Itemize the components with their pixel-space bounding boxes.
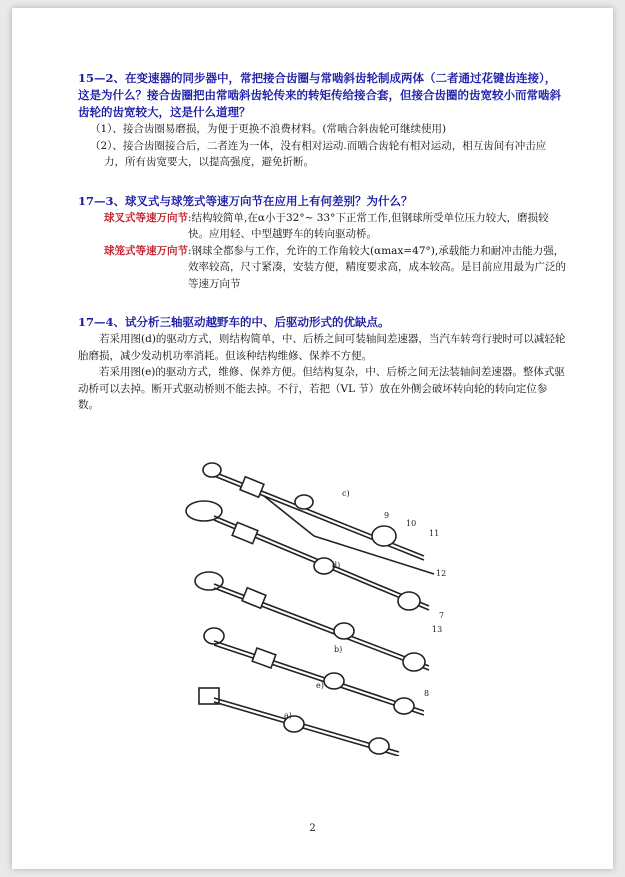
label-13: 13	[432, 625, 443, 634]
axle-assembly-e	[204, 628, 424, 715]
ball-fork-joint-label: 球叉式等速万向节	[104, 211, 188, 224]
question-17-4: 17—4、试分析三轴驱动越野车的中、后驱动形式的优缺点。	[78, 315, 390, 329]
ball-fork-joint-text: :结构较简单,在α小于32°~ 33°下正常工作,但钢球所受单位压力较大，磨损较快。应用轻、中型越野车的转向驱动桥。	[188, 211, 549, 240]
label-11: 11	[429, 529, 440, 538]
question-17-3: 17—3、球叉式与球笼式等速万向节在应用上有何差别？为什么？	[78, 193, 413, 208]
label-8: 8	[424, 689, 430, 698]
axle-assembly-a	[199, 688, 399, 756]
ball-cage-joint-text: :钢球全都参与工作，允许的工作角较大(αmax=47°),承载能力和耐冲击能力强，效率较高，尺寸紧凑，安装方便，精度要求高，成本较高。是目前应用最为广泛的等速万向节	[188, 244, 566, 290]
label-c: c)	[342, 489, 350, 498]
answer-15-2-point-1: （1）、接合齿圈易磨损，为便于更换不浪费材料。(常啮合斜齿轮可继续使用)	[90, 123, 447, 135]
label-10: 10	[406, 519, 417, 528]
ball-fork-joint-item	[78, 210, 566, 243]
label-a: a)	[284, 711, 292, 720]
label-d: d)	[332, 561, 341, 570]
text-body	[78, 70, 566, 414]
diagram-labels	[284, 489, 446, 720]
answer-15-2-point-2: （2）、接合齿圈接合后，二者连为一体，没有相对运动.而啮合齿轮有相对运动，相互齿间有冲击应力，所有齿宽要大，以提高强度，避免折断。	[90, 139, 547, 168]
ball-cage-joint-item	[78, 243, 566, 293]
ball-cage-joint-label: 球笼式等速万向节	[104, 244, 188, 257]
answer-17-4-para-2: 若采用图(e)的驱动方式，维修、保养方便。但结构复杂，中、后桥之间无法装轴间差速器。整体式驱动桥可以去掉。断开式驱动桥则不能去掉。不行，若把（VL 节）放在外侧会破坏转向轮的转向定位参数。	[78, 366, 565, 411]
axle-assembly-d	[195, 572, 429, 671]
axle-assembly-c	[203, 463, 434, 574]
drivetrain-sketches	[186, 463, 434, 756]
label-e: e)	[316, 681, 324, 690]
drive-layout-diagram	[184, 456, 456, 756]
label-12: 12	[436, 569, 447, 578]
label-7: 7	[439, 611, 445, 620]
answer-17-4-para-1: 若采用图(d)的驱动方式，则结构简单，中、后桥之间可装轴间差速器，当汽车转弯行驶时可以减轻轮胎磨损，减少发动机功率消耗。但该种结构维修、保养不方便。	[78, 333, 566, 362]
axle-assembly-b	[186, 501, 429, 610]
document-page	[12, 8, 613, 869]
question-15-2: 15—2、在变速器的同步器中，常把接合齿圈与常啮斜齿轮制成两体（二者通过花键齿连接），这是为什么？接合齿圈把由常啮斜齿轮传来的转矩传给接合套，但接合齿圈的齿宽较小而常啮斜齿轮的齿宽较大，这是什么道理？	[78, 71, 561, 119]
page-number: 2	[309, 823, 316, 834]
label-b: b)	[334, 645, 343, 654]
label-9: 9	[384, 511, 390, 520]
